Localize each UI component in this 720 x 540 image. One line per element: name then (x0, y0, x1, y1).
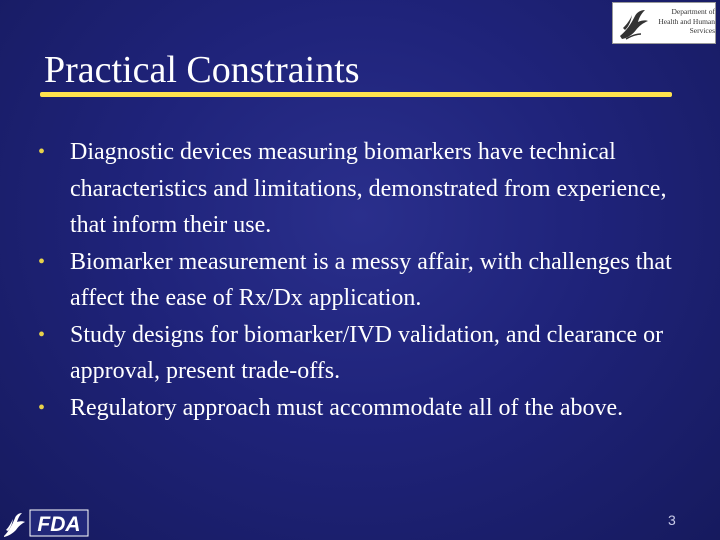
hhs-eagle-icon (617, 6, 651, 42)
bullet-text: Study designs for biomarker/IVD validation, and clearance or approval, present trade-offs. (70, 321, 664, 384)
bullet-item (34, 390, 694, 427)
fda-logo-text: FDA (37, 513, 81, 536)
bullet-item (34, 317, 694, 390)
hhs-line-1: Department of (671, 7, 715, 16)
bullet-text: Diagnostic devices measuring biomarkers have technical characteristics and limitations, demonstrated from experience, that inform their use. (70, 139, 667, 238)
hhs-badge (612, 2, 716, 44)
fda-logo-icon (2, 506, 90, 538)
bullet-dot-icon: • (38, 323, 46, 346)
hhs-department-name (653, 7, 715, 36)
hhs-line-3: Services (689, 26, 715, 35)
bullet-dot-icon: • (38, 141, 46, 163)
bullet-item (34, 134, 694, 244)
bullet-item (34, 244, 694, 317)
bullet-dot-icon: • (38, 396, 46, 419)
bullet-text: Regulatory approach must accommodate all of the above. (70, 394, 624, 421)
slide-title: Practical Constraints (44, 49, 360, 91)
bullet-text: Biomarker measurement is a messy affair, with challenges that affect the ease of Rx/Dx application. (70, 248, 672, 311)
hhs-line-2: Health and Human (658, 16, 715, 26)
bullet-list (34, 134, 694, 426)
page-number: 3 (668, 512, 676, 528)
title-underline (40, 92, 672, 97)
bullet-dot-icon: • (38, 250, 46, 273)
